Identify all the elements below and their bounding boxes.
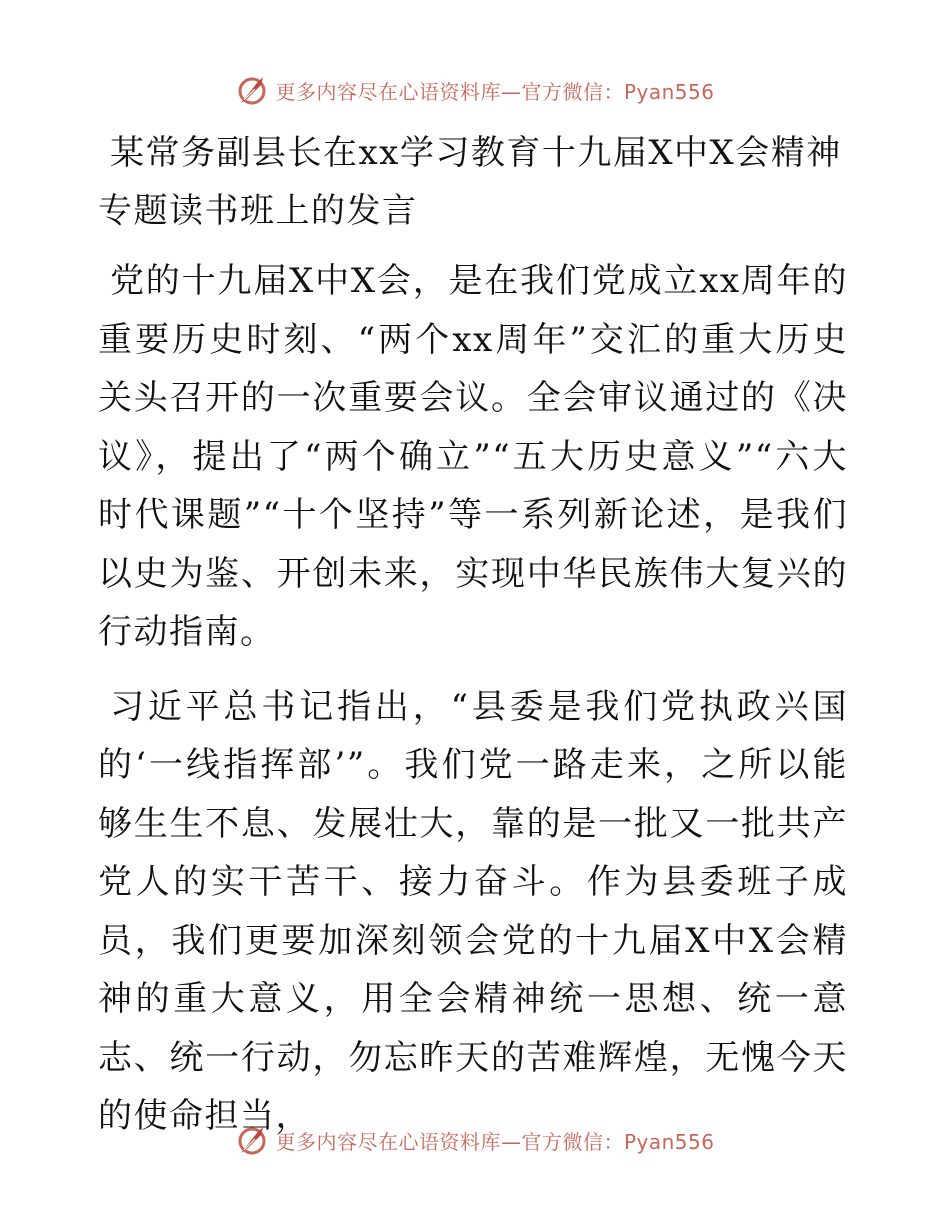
paragraph-1: 党的十九届X中X会，是在我们党成立xx周年的重要历史时刻、“两个xx周年”交汇的重大历史关头召开的一次重要会议。全会审议通过的《决议》，提出了“两个确立”“五大历史意义”“六大时代课题”“十个坚持”等一系列新论述，是我们以史为鉴、开创未来，实现中华民族伟大复兴的行动指南。 — [98, 261, 848, 652]
document-title: 某常务副县长在xx学习教育十九届X中X会精神专题读书班上的发言 — [98, 133, 842, 231]
document-body — [98, 124, 848, 1146]
footer-watermark — [0, 1118, 950, 1162]
watermark-text: 更多内容尽在心语资料库—官方微信：Pyan556 — [275, 1129, 715, 1154]
watermark-text: 更多内容尽在心语资料库—官方微信：Pyan556 — [275, 79, 715, 104]
header-watermark — [0, 68, 950, 112]
quill-pen-circle-icon — [235, 73, 269, 107]
paragraph-2: 习近平总书记指出，“县委是我们党执政兴国的‘一线指挥部’”。我们党一路走来，之所以能够生生不息、发展壮大，靠的是一批又一批共产党人的实干苦干、接力奋斗。作为县委班子成员，我们更要加深刻领会党的十九届X中X会精神的重大意义，用全会精神统一思想、统一意志、统一行动，勿忘昨天的苦难辉煌，无愧今天的使命担当， — [98, 686, 848, 1136]
quill-pen-circle-icon — [235, 1123, 269, 1157]
